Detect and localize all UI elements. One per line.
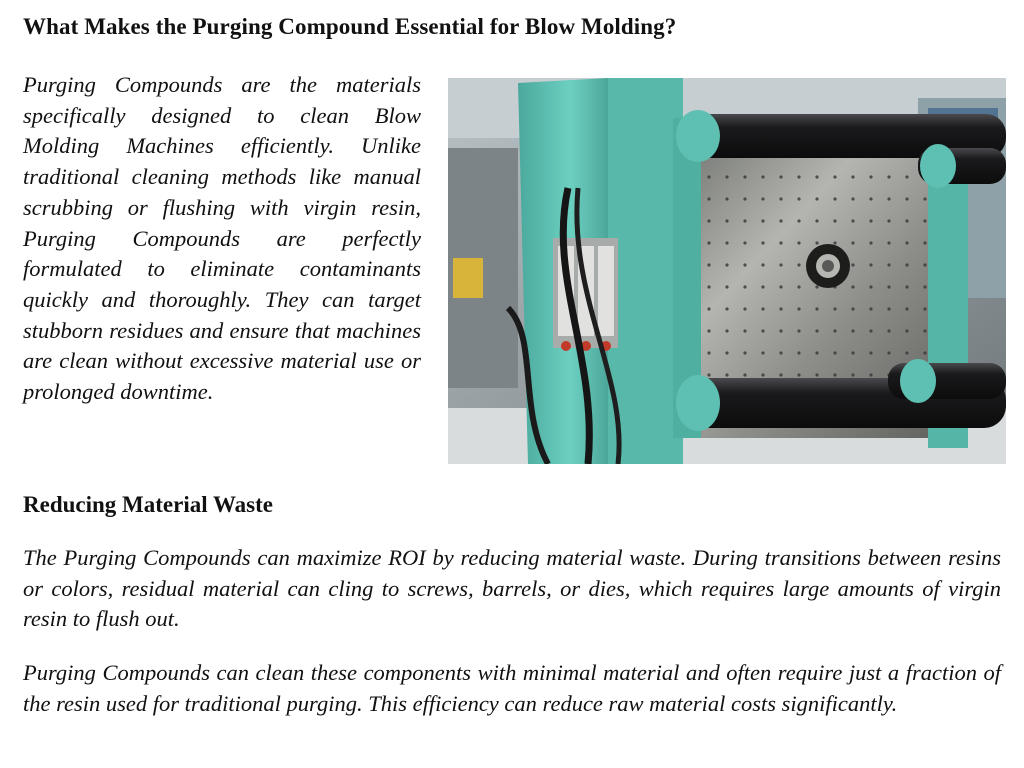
- section-heading: Reducing Material Waste: [23, 492, 273, 517]
- machine-photo: [448, 78, 1006, 464]
- page-title: What Makes the Purging Compound Essential for Blow Molding?: [23, 14, 677, 39]
- intro-paragraph: Purging Compounds are the materials specifically designed to clean Blow Molding Machines efficiently. Unlike traditional cleaning methods like manual scrubbing or flushing with virgin resin, Purging Compounds are perfectly formulated to eliminate contaminants quickly and thoroughly. They can target stubborn residues and ensure that machines are clean without excessive material use or prolonged downtime.: [23, 72, 421, 405]
- body-paragraph-1: The Purging Compounds can maximize ROI by reducing material waste. During transitions between resins or colors, residual material can cling to screws, barrels, or dies, which requires large amounts of virgin resin to flush out.: [23, 545, 1001, 632]
- body-paragraph-2: Purging Compounds can clean these components with minimal material and often require just a fraction of the resin used for traditional purging. This efficiency can reduce raw material costs significantly.: [23, 660, 1001, 716]
